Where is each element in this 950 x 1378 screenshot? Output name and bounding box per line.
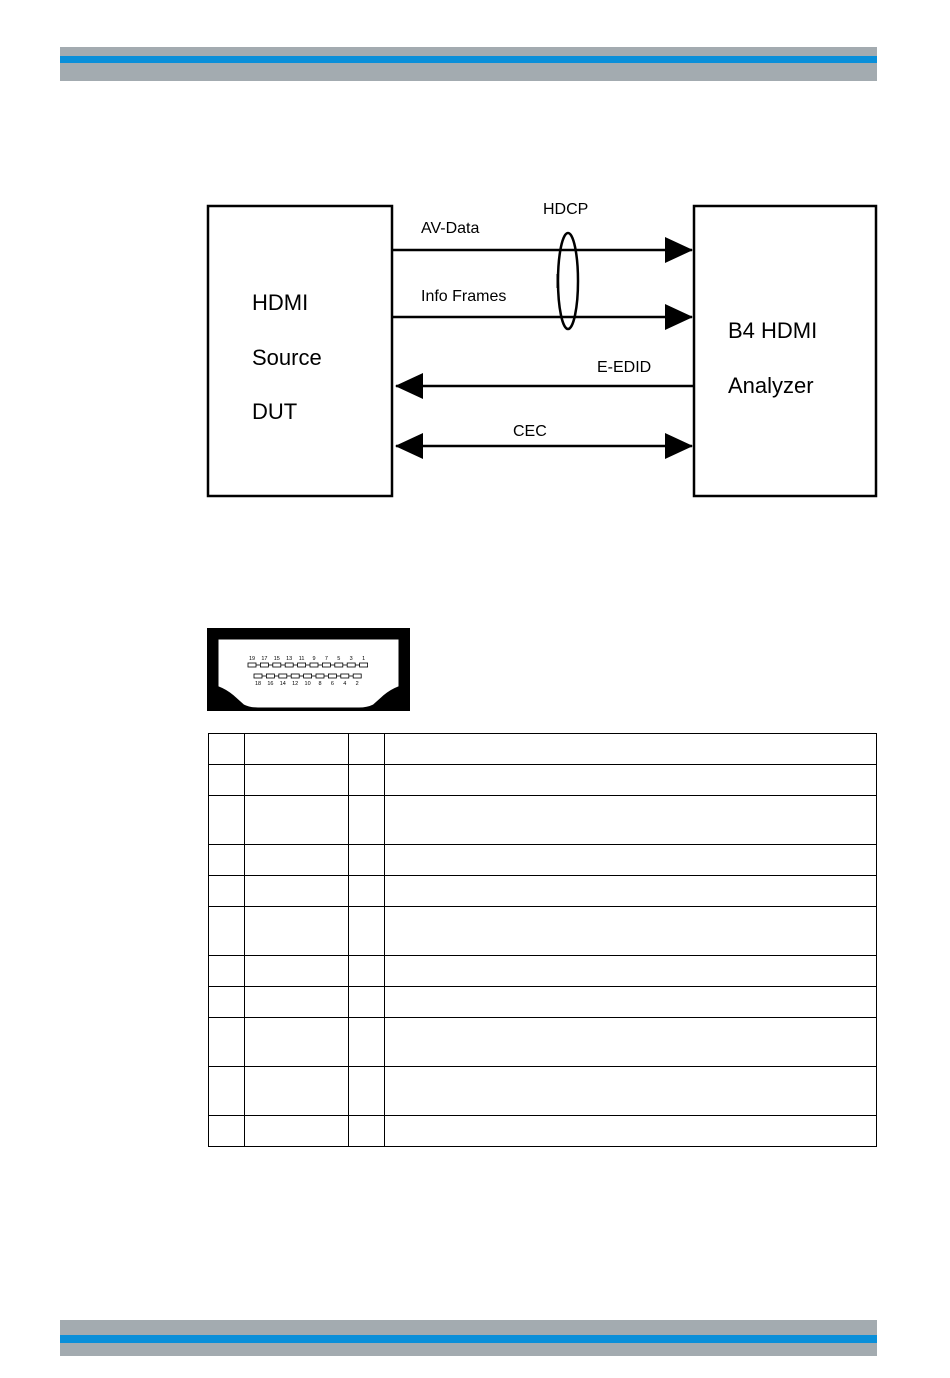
table-cell: [349, 734, 385, 765]
table-cell: [385, 1067, 877, 1116]
table-cell: [385, 734, 877, 765]
table-cell: [349, 1018, 385, 1067]
table-cell: [209, 1067, 245, 1116]
table-cell: [385, 1018, 877, 1067]
table-cell: [245, 907, 349, 956]
analyzer-box-line-1: B4 HDMI: [728, 318, 818, 343]
hdmi-test-setup-diagram: [0, 0, 950, 520]
connector-pin-number: 10: [304, 681, 311, 687]
table-cell: [385, 845, 877, 876]
table-row: [209, 907, 877, 956]
connector-pin-number: 17: [261, 656, 268, 662]
table-cell: [245, 734, 349, 765]
table-cell: [245, 845, 349, 876]
table-cell: [209, 765, 245, 796]
table-cell: [349, 956, 385, 987]
table-cell: [245, 987, 349, 1018]
table-cell: [245, 956, 349, 987]
connector-pin-number: 9: [312, 656, 316, 662]
info-frames-label: Info Frames: [421, 288, 507, 305]
source-box-line-3: DUT: [252, 399, 298, 424]
av-data-label: AV-Data: [421, 220, 480, 237]
connector-pin-number: 12: [292, 681, 299, 687]
table-cell: [349, 765, 385, 796]
footer-band: [60, 1320, 877, 1356]
table-row: [209, 796, 877, 845]
table-cell: [209, 1116, 245, 1147]
source-box-line-1: HDMI: [252, 290, 309, 315]
table-cell: [385, 765, 877, 796]
connector-pin-number: 2: [355, 681, 359, 687]
table-cell: [349, 876, 385, 907]
table-cell: [385, 876, 877, 907]
table-cell: [385, 987, 877, 1018]
table-row: [209, 987, 877, 1018]
connector-pin-number: 6: [330, 681, 334, 687]
table-row: [209, 1067, 877, 1116]
table-cell: [245, 765, 349, 796]
table-cell: [245, 1116, 349, 1147]
table-cell: [209, 907, 245, 956]
analyzer-box-line-2: Analyzer: [728, 373, 814, 398]
pin-assignment-table: [208, 733, 877, 1147]
table-cell: [385, 907, 877, 956]
connector-pin-number: 19: [248, 656, 256, 662]
connector-pin-number: 15: [273, 656, 280, 662]
table-cell: [349, 1067, 385, 1116]
table-cell: [245, 1067, 349, 1116]
hdcp-label: HDCP: [543, 201, 589, 218]
table-cell: [209, 876, 245, 907]
table-cell: [385, 956, 877, 987]
table-cell: [209, 956, 245, 987]
table-row: [209, 765, 877, 796]
connector-pin-number: 11: [298, 656, 305, 662]
table-cell: [349, 796, 385, 845]
table-cell: [385, 796, 877, 845]
e-edid-label: E-EDID: [597, 359, 652, 376]
table-row: [209, 1018, 877, 1067]
analyzer-box: [694, 206, 876, 496]
table-cell: [209, 845, 245, 876]
table-cell: [385, 1116, 877, 1147]
hdmi-connector-outline: [207, 628, 410, 711]
table-cell: [245, 876, 349, 907]
source-dut-box: [208, 206, 392, 496]
hdmi-connector-figure: [207, 628, 410, 711]
table-cell: [209, 987, 245, 1018]
table-row: [209, 734, 877, 765]
connector-pin-number: 14: [279, 681, 286, 687]
connector-pin-number: 1: [362, 656, 366, 662]
connector-pin-number: 16: [267, 681, 274, 687]
table-row: [209, 845, 877, 876]
connector-pin-number: 4: [343, 681, 347, 687]
cec-label: CEC: [513, 423, 547, 440]
table-cell: [209, 734, 245, 765]
table-row: [209, 876, 877, 907]
connector-pin-number: 18: [254, 681, 262, 687]
table-cell: [209, 1018, 245, 1067]
table-cell: [209, 796, 245, 845]
connector-pin-number: 13: [286, 656, 293, 662]
connector-pin-number: 7: [324, 656, 328, 662]
table-cell: [349, 907, 385, 956]
table-cell: [349, 1116, 385, 1147]
table-cell: [245, 796, 349, 845]
connector-pin-number: 5: [337, 656, 341, 662]
connector-pin-number: 3: [349, 656, 353, 662]
source-box-line-2: Source: [252, 345, 322, 370]
table-row: [209, 956, 877, 987]
hdcp-ellipse: [558, 233, 578, 329]
table-cell: [245, 1018, 349, 1067]
table-cell: [349, 987, 385, 1018]
table-row: [209, 1116, 877, 1147]
table-cell: [349, 845, 385, 876]
connector-pin-number: 8: [318, 681, 322, 687]
